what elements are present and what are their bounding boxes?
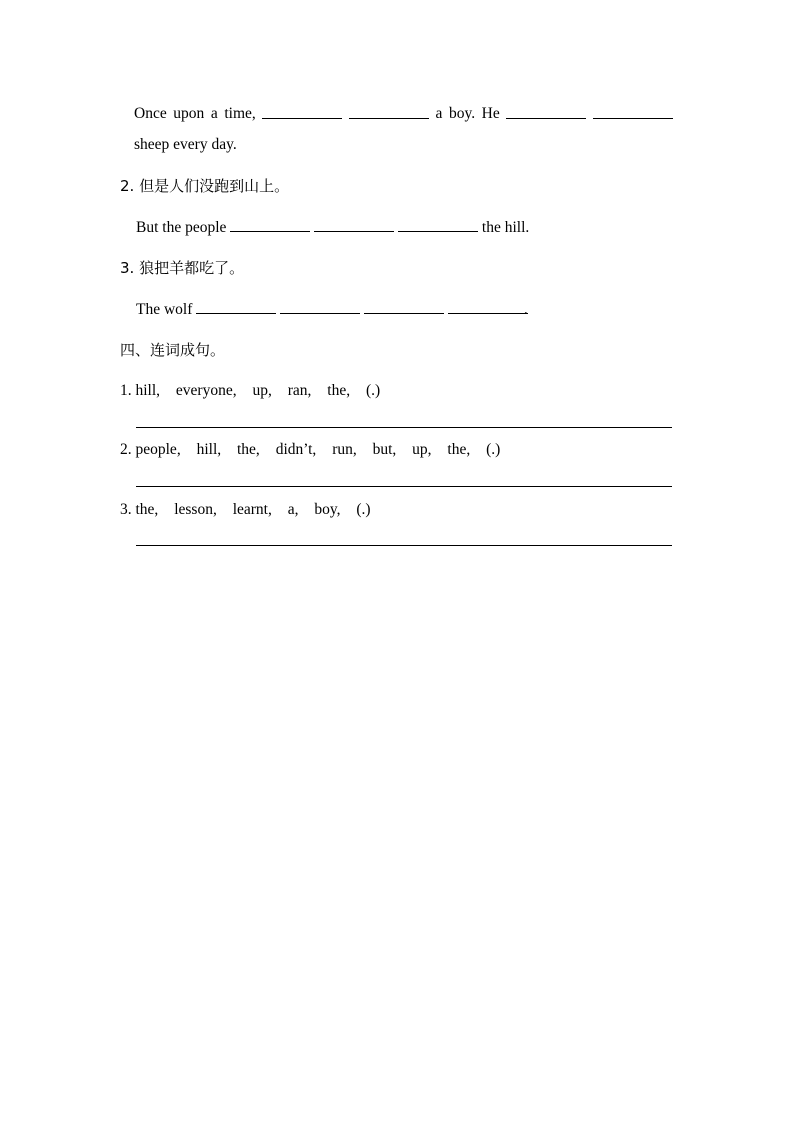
word: the,: [327, 382, 351, 399]
q3-prompt: 3. 狼把羊都吃了。: [120, 259, 245, 277]
word: ran,: [287, 382, 312, 399]
word: didn’t,: [275, 441, 317, 458]
item-number: 3.: [120, 501, 132, 518]
word: the,: [447, 441, 471, 458]
q1-sentence-line1: [134, 104, 673, 124]
q3-answer-sentence: [136, 299, 528, 320]
q2-answer-sentence: [136, 217, 529, 238]
word: everyone,: [175, 382, 237, 399]
word: but,: [372, 441, 397, 458]
word: the,: [135, 501, 159, 518]
word-order-item-3: [120, 500, 383, 520]
word: people,: [135, 441, 181, 458]
q1-word: Once: [134, 105, 167, 122]
answer-blank[interactable]: [196, 299, 276, 314]
word: hill,: [135, 382, 161, 399]
word: hill,: [196, 441, 222, 458]
answer-blank[interactable]: [364, 299, 444, 314]
q1-sentence-line2: sheep every day.: [134, 136, 237, 153]
answer-line-2[interactable]: [136, 486, 672, 487]
q2-answer-start: But the people: [136, 219, 227, 236]
answer-blank[interactable]: [280, 299, 360, 314]
word: boy,: [314, 501, 341, 518]
answer-line-1[interactable]: [136, 427, 672, 428]
word: (.): [356, 501, 371, 518]
word: a,: [287, 501, 299, 518]
q1-word: He: [481, 105, 500, 122]
q2-answer-end: the hill.: [481, 219, 530, 236]
word: up,: [412, 441, 432, 458]
q1-word: boy.: [448, 105, 476, 122]
q1-word: a: [435, 105, 443, 122]
word: learnt,: [232, 501, 272, 518]
q1-word: upon: [173, 105, 205, 122]
q1-word: time,: [224, 105, 256, 122]
answer-blank[interactable]: [593, 104, 673, 119]
answer-blank[interactable]: [349, 104, 429, 119]
word-order-item-2: [120, 440, 512, 460]
answer-blank[interactable]: [262, 104, 342, 119]
q2-prompt: 2. 但是人们没跑到山上。: [120, 177, 290, 195]
q1-word: a: [210, 105, 218, 122]
word-order-item-1: [120, 381, 392, 401]
q3-answer-start: The wolf: [136, 301, 193, 318]
item-number: 2.: [120, 441, 132, 458]
word: the,: [237, 441, 260, 458]
answer-blank[interactable]: [398, 217, 478, 232]
answer-blank[interactable]: [506, 104, 586, 119]
answer-blank[interactable]: [230, 217, 310, 232]
answer-line-3[interactable]: [136, 545, 672, 546]
answer-blank[interactable]: [448, 299, 528, 314]
answer-blank[interactable]: [314, 217, 394, 232]
q3-answer-end: .: [523, 301, 528, 318]
word: run,: [332, 441, 357, 458]
word: up,: [252, 382, 272, 399]
word: lesson,: [174, 501, 217, 518]
word: (.): [365, 382, 381, 399]
word: (.): [486, 441, 501, 458]
item-number: 1.: [120, 382, 132, 399]
section4-heading: 四、连词成句。: [120, 341, 226, 359]
